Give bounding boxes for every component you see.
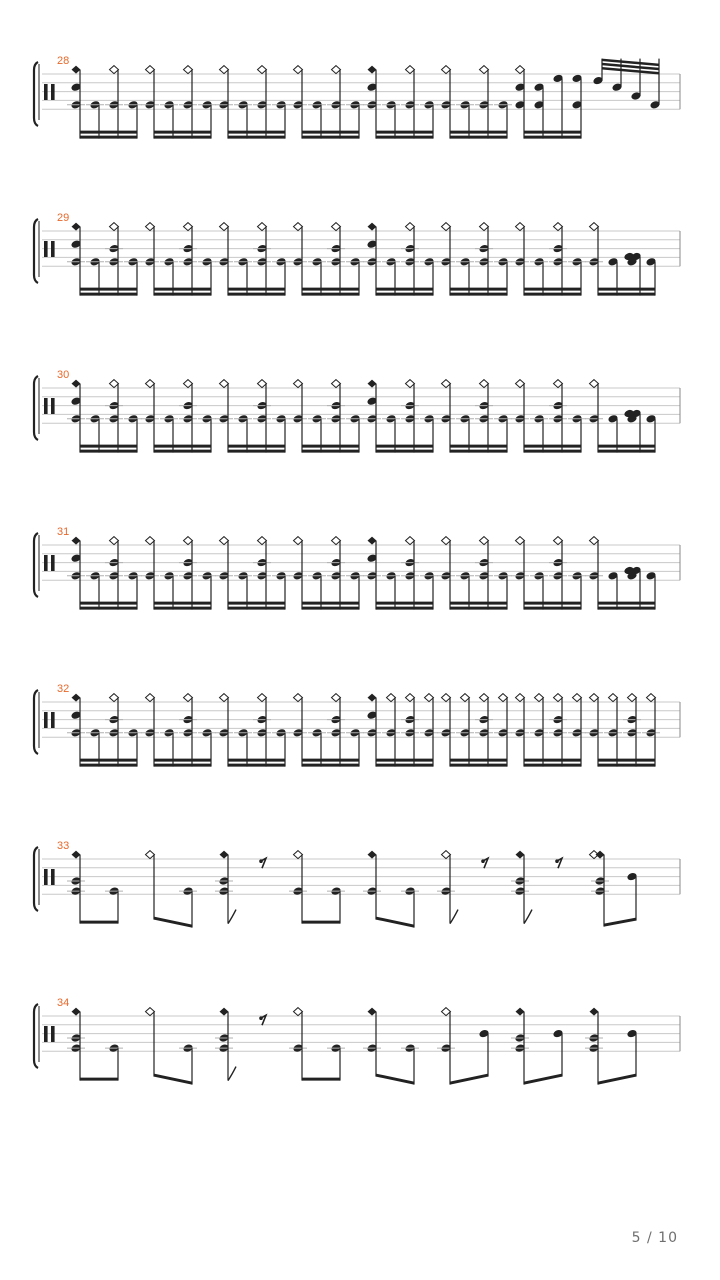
open-hat-head (110, 66, 119, 74)
note-beam (302, 293, 359, 296)
open-hat-head (590, 694, 599, 702)
note-beam (154, 917, 192, 928)
note-beam (154, 288, 211, 291)
open-hat-head (480, 537, 489, 545)
percussion-clef-bar (44, 398, 48, 414)
note-beam (228, 131, 285, 134)
open-hat-head (146, 223, 155, 231)
crash-head (368, 537, 377, 545)
note-beam (80, 293, 137, 296)
open-hat-head (220, 66, 229, 74)
note-beam (228, 450, 285, 453)
open-hat-head (590, 223, 599, 231)
open-hat-head (480, 380, 489, 388)
note-beam (524, 288, 581, 291)
note-beam (228, 136, 285, 139)
percussion-clef-bar (51, 398, 55, 414)
open-hat-head (442, 66, 451, 74)
note-beam (376, 607, 433, 610)
note-beam (302, 288, 359, 291)
open-hat-head (294, 223, 303, 231)
note-beam (450, 288, 507, 291)
open-hat-head (480, 223, 489, 231)
open-hat-head (590, 380, 599, 388)
crash-head (72, 1008, 81, 1016)
open-hat-head (146, 537, 155, 545)
note-beam (154, 445, 211, 448)
note-beam (450, 293, 507, 296)
open-hat-head (516, 223, 525, 231)
note-beam (302, 445, 359, 448)
system-bracket (34, 533, 38, 597)
open-hat-head (110, 537, 119, 545)
note-beam (154, 607, 211, 610)
open-hat-head (184, 66, 193, 74)
note-beam (524, 445, 581, 448)
open-hat-head (442, 1008, 451, 1016)
open-hat-head (258, 537, 267, 545)
system-bracket (34, 690, 38, 754)
note-beam (598, 293, 655, 296)
note-beam (598, 607, 655, 610)
open-hat-head (184, 537, 193, 545)
note-beam (524, 136, 581, 139)
crash-head (72, 851, 81, 859)
staff-system (34, 683, 680, 767)
open-hat-head (554, 537, 563, 545)
percussion-clef-bar (51, 555, 55, 571)
note-beam (524, 759, 581, 762)
note-beam (80, 288, 137, 291)
note-beam (598, 288, 655, 291)
open-hat-head (442, 537, 451, 545)
crash-head (516, 1008, 525, 1016)
open-hat-head (590, 537, 599, 545)
note-beam (598, 602, 655, 605)
note-beam (154, 450, 211, 453)
open-hat-head (294, 851, 303, 859)
note-beam (376, 136, 433, 139)
note-beam (376, 917, 414, 928)
open-hat-head (220, 223, 229, 231)
percussion-clef-bar (44, 712, 48, 728)
measure-number: 33 (57, 840, 70, 852)
note-beam (524, 764, 581, 767)
note-beam (598, 1074, 636, 1085)
note-beam (450, 607, 507, 610)
open-hat-head (554, 694, 563, 702)
note-beam (80, 445, 137, 448)
staff-system (34, 55, 680, 139)
open-hat-head (146, 380, 155, 388)
open-hat-head (406, 66, 415, 74)
note-beam (154, 759, 211, 762)
eighth-rest-dot (481, 859, 485, 863)
note-flag (450, 910, 458, 924)
note-beam (376, 602, 433, 605)
note-beam (228, 759, 285, 762)
open-hat-head (406, 537, 415, 545)
note-beam (524, 1074, 562, 1085)
note-beam (228, 764, 285, 767)
measure-number: 28 (57, 55, 70, 67)
note-beam (302, 450, 359, 453)
system-bracket (34, 62, 38, 126)
open-hat-head (332, 66, 341, 74)
percussion-clef-bar (51, 869, 55, 885)
note-beam (154, 764, 211, 767)
note-beam (154, 1074, 192, 1085)
open-hat-head (499, 694, 508, 702)
open-hat-head (516, 694, 525, 702)
crash-head (590, 1008, 599, 1016)
percussion-clef-bar (51, 84, 55, 100)
note-beam (302, 921, 340, 924)
eighth-rest-dot (555, 859, 559, 863)
staff-system (34, 212, 680, 296)
note-beam (154, 293, 211, 296)
note-beam (80, 1078, 118, 1081)
note-beam (376, 450, 433, 453)
note-beam (228, 607, 285, 610)
crash-head (596, 851, 605, 859)
note-beam (154, 136, 211, 139)
open-hat-head (406, 694, 415, 702)
note-beam (450, 1074, 488, 1085)
note-beam (376, 445, 433, 448)
open-hat-head (110, 380, 119, 388)
open-hat-head (258, 66, 267, 74)
note-beam (302, 602, 359, 605)
crash-head (368, 223, 377, 231)
note-flag (228, 910, 236, 924)
note-beam (524, 131, 581, 134)
note-beam (450, 136, 507, 139)
note-beam (376, 1074, 414, 1085)
crash-head (516, 851, 525, 859)
open-hat-head (294, 537, 303, 545)
note-beam (450, 445, 507, 448)
open-hat-head (332, 223, 341, 231)
open-hat-head (425, 694, 434, 702)
open-hat-head (146, 694, 155, 702)
open-hat-head (535, 694, 544, 702)
measure-number: 30 (57, 369, 70, 381)
note-beam (450, 450, 507, 453)
crash-head (368, 66, 377, 74)
open-hat-head (554, 380, 563, 388)
open-hat-head (480, 66, 489, 74)
crash-head (368, 1008, 377, 1016)
open-hat-head (110, 694, 119, 702)
open-hat-head (442, 380, 451, 388)
open-hat-head (628, 694, 637, 702)
open-hat-head (387, 694, 396, 702)
note-beam (302, 136, 359, 139)
open-hat-head (110, 223, 119, 231)
open-hat-head (294, 66, 303, 74)
note-beam (80, 759, 137, 762)
open-hat-head (442, 223, 451, 231)
open-hat-head (442, 851, 451, 859)
note-beam (302, 764, 359, 767)
open-hat-head (406, 380, 415, 388)
open-hat-head (258, 694, 267, 702)
crash-head (220, 1008, 229, 1016)
note-beam (376, 764, 433, 767)
note-beam (302, 607, 359, 610)
note-beam (80, 921, 118, 924)
open-hat-head (516, 380, 525, 388)
open-hat-head (442, 694, 451, 702)
note-beam (80, 136, 137, 139)
note-beam (450, 764, 507, 767)
open-hat-head (184, 380, 193, 388)
percussion-clef-bar (51, 1026, 55, 1042)
open-hat-head (220, 537, 229, 545)
note-beam (154, 602, 211, 605)
note-beam (228, 602, 285, 605)
page-number: 5 / 10 (631, 1230, 678, 1246)
open-hat-head (461, 694, 470, 702)
percussion-clef-bar (44, 1026, 48, 1042)
crash-head (72, 694, 81, 702)
open-hat-head (332, 380, 341, 388)
percussion-clef-bar (44, 241, 48, 257)
open-hat-head (332, 694, 341, 702)
crash-head (72, 223, 81, 231)
note-beam (302, 1078, 340, 1081)
percussion-clef-bar (51, 712, 55, 728)
crash-head (220, 851, 229, 859)
note-beam (524, 602, 581, 605)
note-beam (80, 602, 137, 605)
open-hat-head (146, 66, 155, 74)
note-beam (598, 450, 655, 453)
percussion-clef-bar (44, 555, 48, 571)
note-beam (228, 445, 285, 448)
open-hat-head (554, 223, 563, 231)
note-flag (228, 1067, 236, 1081)
note-beam (376, 759, 433, 762)
eighth-rest-dot (259, 1016, 263, 1020)
note-beam (598, 445, 655, 448)
staff-system (34, 997, 680, 1085)
note-beam (598, 764, 655, 767)
open-hat-head (220, 694, 229, 702)
open-hat-head (184, 694, 193, 702)
crash-head (368, 380, 377, 388)
note-beam (302, 131, 359, 134)
note-beam (376, 131, 433, 134)
note-beam (598, 759, 655, 762)
open-hat-head (294, 694, 303, 702)
open-hat-head (406, 223, 415, 231)
note-beam (228, 288, 285, 291)
note-beam (450, 759, 507, 762)
note-beam (302, 759, 359, 762)
open-hat-head (220, 380, 229, 388)
note-beam (450, 602, 507, 605)
note-beam (604, 918, 636, 927)
eighth-rest-dot (259, 859, 263, 863)
crash-head (72, 537, 81, 545)
note-beam (80, 764, 137, 767)
note-beam (524, 450, 581, 453)
open-hat-head (516, 537, 525, 545)
note-beam (524, 607, 581, 610)
open-hat-head (258, 380, 267, 388)
note-beam (80, 131, 137, 134)
percussion-clef-bar (44, 869, 48, 885)
crash-head (368, 694, 377, 702)
percussion-clef-bar (44, 84, 48, 100)
system-bracket (34, 847, 38, 911)
open-hat-head (258, 223, 267, 231)
crash-head (72, 380, 81, 388)
open-hat-head (184, 223, 193, 231)
note-beam (80, 607, 137, 610)
system-bracket (34, 376, 38, 440)
percussion-clef-bar (51, 241, 55, 257)
crash-head (72, 66, 81, 74)
note-beam (376, 288, 433, 291)
measure-number: 31 (57, 526, 70, 538)
measure-number: 34 (57, 997, 70, 1009)
note-beam (524, 293, 581, 296)
measure-number: 32 (57, 683, 70, 695)
note-beam (154, 131, 211, 134)
note-beam (228, 293, 285, 296)
open-hat-head (146, 851, 155, 859)
note-beam (376, 293, 433, 296)
open-hat-head (294, 1008, 303, 1016)
system-bracket (34, 1004, 38, 1068)
note-flag (524, 910, 532, 924)
system-bracket (34, 219, 38, 283)
note-beam (450, 131, 507, 134)
crash-head (368, 851, 377, 859)
staff-system (34, 526, 680, 610)
open-hat-head (480, 694, 489, 702)
open-hat-head (647, 694, 656, 702)
staff-system (34, 369, 680, 453)
open-hat-head (609, 694, 618, 702)
open-hat-head (516, 66, 525, 74)
measure-number: 29 (57, 212, 70, 224)
open-hat-head (573, 694, 582, 702)
staff-system (34, 840, 680, 928)
open-hat-head (332, 537, 341, 545)
note-beam (80, 450, 137, 453)
open-hat-head (294, 380, 303, 388)
open-hat-head (146, 1008, 155, 1016)
